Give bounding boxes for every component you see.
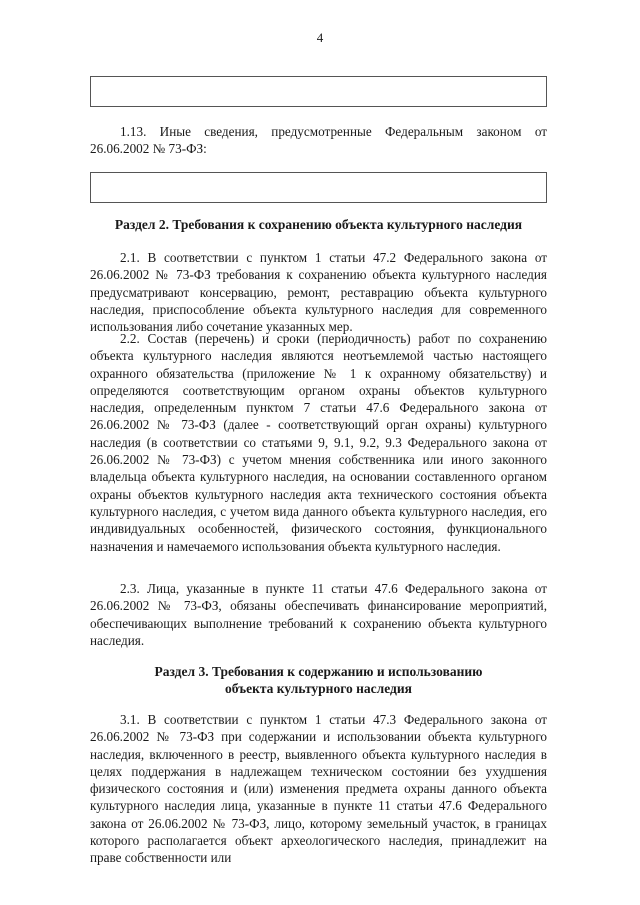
paragraph-3-1: 3.1. В соответствии с пунктом 1 статьи 47.3 Федерального закона от 26.06.2002 № 73-ФЗ при содержании и использовании объекта культурного наследия, включенного в реестр, выявленного объекта культурного наследия в целях поддержания в надлежащем техническом состоянии без ухудшения физического состояния и (или) изменения предмета охраны данного объекта культурного наследия лица, указанные в пункте 11 статьи 47.6 Федерального закона от 26.06.2002 № 73-ФЗ, лицо, которому земельный участок, в границах которого располагается объект археологического наследия, принадлежит на праве собственности или — [90, 712, 547, 866]
empty-field-box-other-info — [90, 172, 547, 203]
paragraph-2-1: 2.1. В соответствии с пунктом 1 статьи 47.2 Федерального закона от 26.06.2002 № 73-ФЗ требования к сохранению объекта культурного наследия предусматривают консервацию, ремонт, реставрацию объекта культурного наследия, приспособление объекта культурного наследия для современного использования либо сочетание указанных мер. — [90, 250, 547, 335]
section-2-heading: Раздел 2. Требования к сохранению объекта культурного наследия — [114, 217, 523, 232]
section-3-heading-line-1: Раздел 3. Требования к содержанию и использованию — [154, 664, 483, 679]
empty-field-box — [90, 76, 547, 107]
section-3-heading-line-2: объекта культурного наследия — [225, 681, 412, 696]
page-number: 4 — [316, 30, 324, 45]
paragraph-2-2: 2.2. Состав (перечень) и сроки (периодичность) работ по сохранению объекта культурного наследия являются неотъемлемой частью настоящего охранного обязательства (приложение № 1 к охранному обязательству) и определяются соответствующим органом охраны объектов культурного наследия, определенным пунктом 7 статьи 47.6 Федерального закона от 26.06.2002 № 73-ФЗ (далее - соответствующий орган охраны) культурного наследия (в соответствии со статьями 9, 9.1, 9.2, 9.3 Федерального закона от 26.06.2002 № 73-ФЗ) с учетом мнения собственника или иного законного владельца объекта культурного наследия, на основании составленного органом охраны объектов культурного наследия акта технического состояния объекта культурного наследия, с учетом вида данного объекта культурного наследия, его индивидуальных особенностей, физического состояния, функционального назначения и намечаемого использования объекта культурного наследия. — [90, 331, 547, 554]
paragraph-2-3: 2.3. Лица, указанные в пункте 11 статьи 47.6 Федерального закона от 26.06.2002 № 73-ФЗ, обязаны обеспечивать финансирование мероприятий, обеспечивающих выполнение требований к сохранению объекта культурного наследия. — [90, 581, 547, 648]
section-3-heading — [90, 663, 547, 697]
paragraph-1-13: 1.13. Иные сведения, предусмотренные Федеральным законом от 26.06.2002 № 73-ФЗ: — [90, 124, 547, 157]
